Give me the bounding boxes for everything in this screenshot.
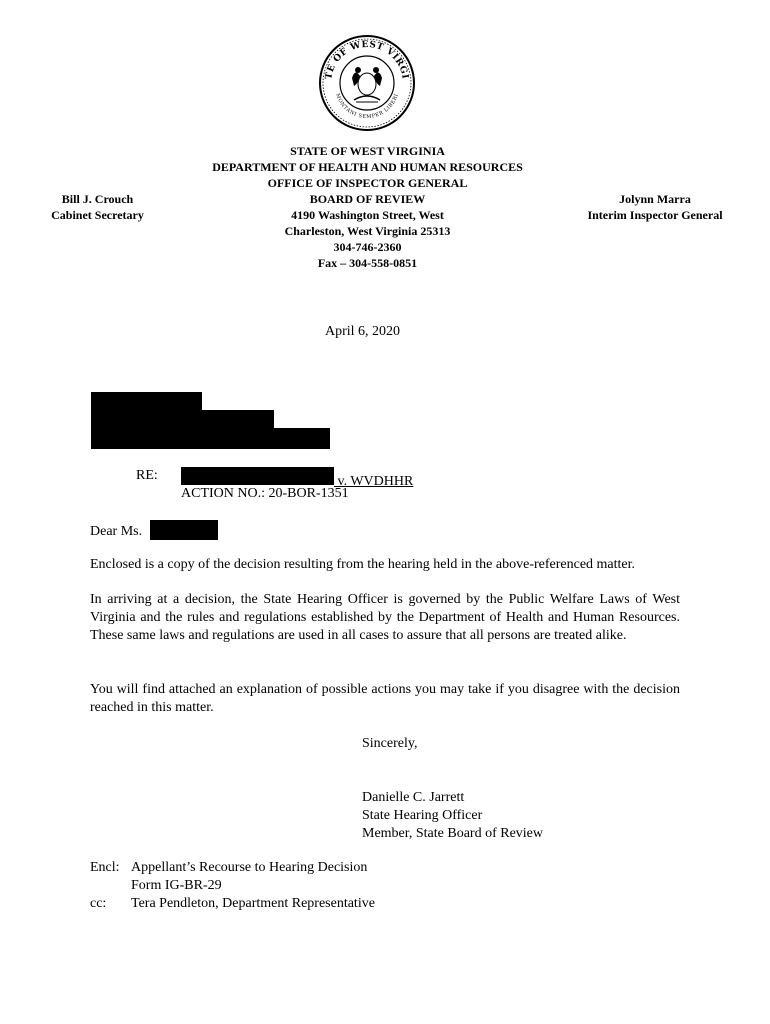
closing: Sincerely, xyxy=(362,736,418,751)
secretary-title: Cabinet Secretary xyxy=(51,208,144,222)
letterhead-street: 4190 Washington Street, West xyxy=(291,208,444,222)
signature-block xyxy=(362,789,543,843)
letterhead-department: DEPARTMENT OF HEALTH AND HUMAN RESOURCES xyxy=(212,160,523,174)
redacted-address-line-2 xyxy=(91,410,274,430)
encl-label: Encl: xyxy=(90,860,120,875)
inspector-name: Jolynn Marra xyxy=(619,192,691,206)
signer-title: State Hearing Officer xyxy=(362,808,483,823)
action-number: ACTION NO.: 20-BOR-1351 xyxy=(181,486,349,501)
enclosure-item: Form IG-BR-29 xyxy=(131,878,222,893)
enclosure-row xyxy=(90,859,375,877)
redacted-address-line-3 xyxy=(91,428,330,449)
redacted-appellant-name xyxy=(181,467,334,485)
state-seal-graphic xyxy=(318,34,416,132)
secretary-name: Bill J. Crouch xyxy=(61,192,134,206)
letterhead-office: OFFICE OF INSPECTOR GENERAL xyxy=(267,176,468,190)
letterhead-phone: 304-746-2360 xyxy=(333,240,402,254)
redacted-address-line-1 xyxy=(91,392,202,412)
enclosure-row xyxy=(90,877,375,895)
cc-row xyxy=(90,895,375,913)
letterhead-fax: Fax – 304-558-0851 xyxy=(317,256,418,270)
signer-member: Member, State Board of Review xyxy=(362,826,544,841)
letterhead-center xyxy=(185,143,550,271)
signer-name: Danielle C. Jarrett xyxy=(362,790,465,805)
re-label: RE: xyxy=(136,468,158,483)
greeting xyxy=(90,520,218,541)
cc-item: Tera Pendleton, Department Representative xyxy=(131,896,375,911)
enclosures-block xyxy=(90,859,375,913)
paragraph-actions: You will find attached an explanation of possible actions you may take if you disagree with the decision reached in this matter. xyxy=(90,682,680,715)
paragraph-governance: In arriving at a decision, the State Hearing Officer is governed by the Public Welfare Laws of West Virginia and the rules and regulations established by the Department of Health and Human Resources. These same laws and regulations are used in all cases to assure that all persons are treated alike. xyxy=(90,592,680,643)
inspector-title: Interim Inspector General xyxy=(587,208,723,222)
letterhead-city: Charleston, West Virginia 25313 xyxy=(284,224,451,238)
letter-date: April 6, 2020 xyxy=(324,324,401,339)
seal-bottom-text: MONTANI SEMPER LIBERI xyxy=(334,92,400,121)
state-seal xyxy=(318,34,416,132)
letterhead-left xyxy=(40,191,155,223)
letterhead-board: BOARD OF REVIEW xyxy=(309,192,426,206)
letterhead-state: STATE OF WEST VIRGINIA xyxy=(290,144,445,158)
paragraph-enclosed: Enclosed is a copy of the decision resulting from the hearing held in the above-referenced matter. xyxy=(90,557,636,572)
cc-label: cc: xyxy=(90,896,107,911)
seal-top-text: TE OF WEST VIRGI xyxy=(324,39,410,81)
letterhead-right xyxy=(575,191,735,223)
greeting-text: Dear Ms. xyxy=(90,524,143,539)
re-case-suffix: v. WVDHHR xyxy=(334,474,414,489)
redacted-recipient-name xyxy=(150,520,218,540)
enclosure-item: Appellant’s Recourse to Hearing Decision xyxy=(131,860,368,875)
